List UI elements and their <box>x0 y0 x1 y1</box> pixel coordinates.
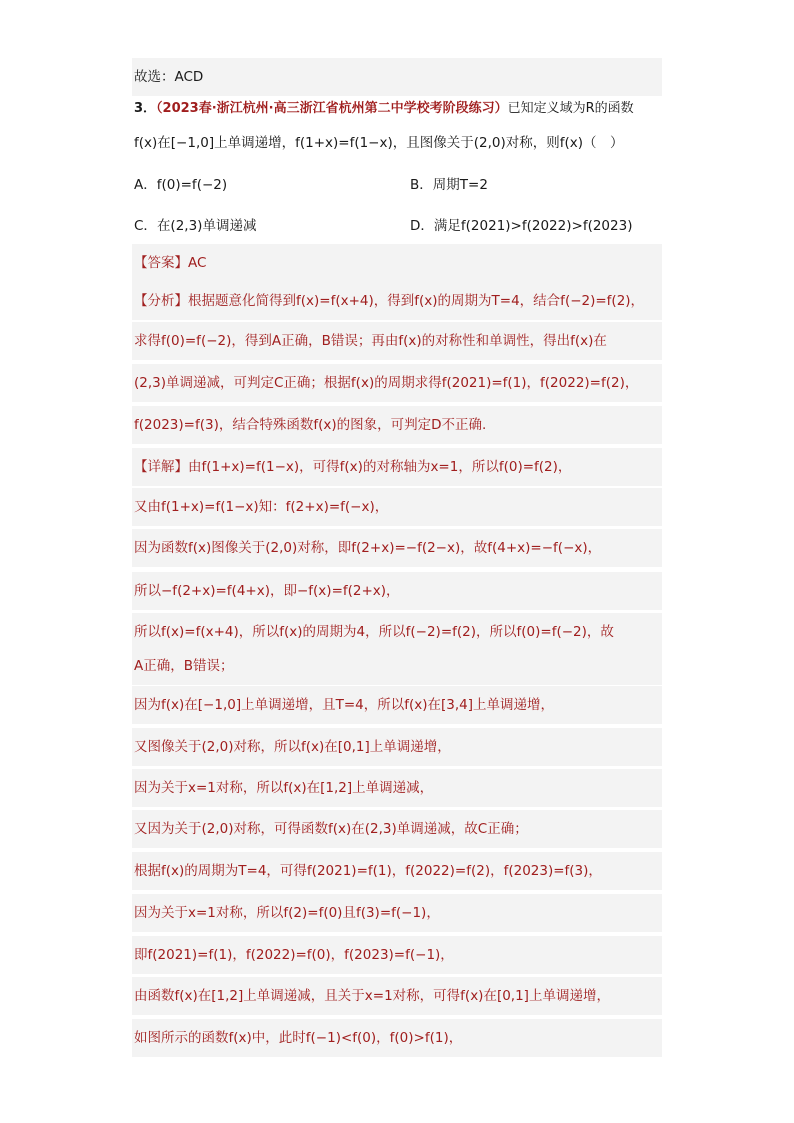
previous-answer: 故选：ACD <box>132 58 662 96</box>
detail-tag: 【详解】 <box>134 459 188 475</box>
options-row-1 <box>132 166 662 204</box>
analysis-line-4: f(2023)=f(3)，结合特殊函数f(x)的图象，可判定D不正确. <box>132 406 662 444</box>
answer-line <box>132 244 662 282</box>
detail-line-14: 由函数f(x)在[1,2]上单调递减，且关于x=1对称，可得f(x)在[0,1]上单调递增， <box>132 977 662 1015</box>
question-source: （2023春·浙江杭州·高三浙江省杭州第二中学校考阶段练习） <box>156 101 508 116</box>
detail-line-10: 又因为关于(2,0)对称，可得函数f(x)在(2,3)单调递减，故C正确； <box>132 810 662 848</box>
detail-line-11: 根据f(x)的周期为T=4，可得f(2021)=f(1)，f(2022)=f(2)，f(2023)=f(3)， <box>132 852 662 890</box>
detail-line-3: 因为函数f(x)图像关于(2,0)对称，即f(2+x)=−f(2−x)，故f(4+x)=−f(−x)， <box>132 529 662 567</box>
detail-line-4: 所以−f(2+x)=f(4+x)，即−f(x)=f(2+x)， <box>132 572 662 610</box>
detail-line-9: 因为关于x=1对称，所以f(x)在[1,2]上单调递减， <box>132 769 662 807</box>
detail-line-7: 因为f(x)在[−1,0]上单调递增，且T=4，所以f(x)在[3,4]上单调递增， <box>132 686 662 724</box>
answer-value: AC <box>188 255 207 271</box>
detail-line-1: 【详解】由f(1+x)=f(1−x)，可得f(x)的对称轴为x=1，所以f(0)=f(2)， <box>132 448 662 486</box>
question-stem-line2: f(x)在[−1,0]上单调递增，f(1+x)=f(1−x)，且图像关于(2,0)对称，则f(x)（ ） <box>134 135 624 151</box>
option-c: C．在(2,3)单调递减 <box>134 218 257 234</box>
option-d: D．满足f(2021)>f(2022)>f(2023) <box>410 218 633 234</box>
analysis-line-1: 【分析】根据题意化简得到f(x)=f(x+4)，得到f(x)的周期为T=4，结合f(−2)=f(2)， <box>132 282 662 320</box>
question-number: 3． <box>134 101 157 116</box>
detail-line-12: 因为关于x=1对称，所以f(2)=f(0)且f(3)=f(−1)， <box>132 894 662 932</box>
analysis-line-3: (2,3)单调递减，可判定C正确；根据f(x)的周期求得f(2021)=f(1)，f(2022)=f(2)， <box>132 364 662 402</box>
options-row-2 <box>132 207 662 245</box>
detail-line-13: 即f(2021)=f(1)，f(2022)=f(0)，f(2023)=f(−1)， <box>132 936 662 974</box>
analysis-tag: 【分析】 <box>134 293 188 309</box>
detail-line-6: A正确，B错误； <box>132 647 662 685</box>
detail-line-5: 所以f(x)=f(x+4)，所以f(x)的周期为4，所以f(−2)=f(2)，所以f(0)=f(−2)，故 <box>132 613 662 651</box>
option-b: B．周期T=2 <box>410 177 488 193</box>
option-a: A．f(0)=f(−2) <box>134 177 228 193</box>
question-header <box>132 90 662 128</box>
analysis-line-2: 求得f(0)=f(−2)，得到A正确，B错误；再由f(x)的对称性和单调性，得出f(x)在 <box>132 322 662 360</box>
detail-line-15: 如图所示的函数f(x)中，此时f(−1)<f(0)，f(0)>f(1)， <box>132 1019 662 1057</box>
question-stem-line1: 已知定义域为R的函数 <box>507 101 634 116</box>
detail-line-2: 又由f(1+x)=f(1−x)知：f(2+x)=f(−x)， <box>132 488 662 526</box>
answer-tag: 【答案】 <box>134 255 188 271</box>
detail-line-8: 又图像关于(2,0)对称，所以f(x)在[0,1]上单调递增， <box>132 728 662 766</box>
